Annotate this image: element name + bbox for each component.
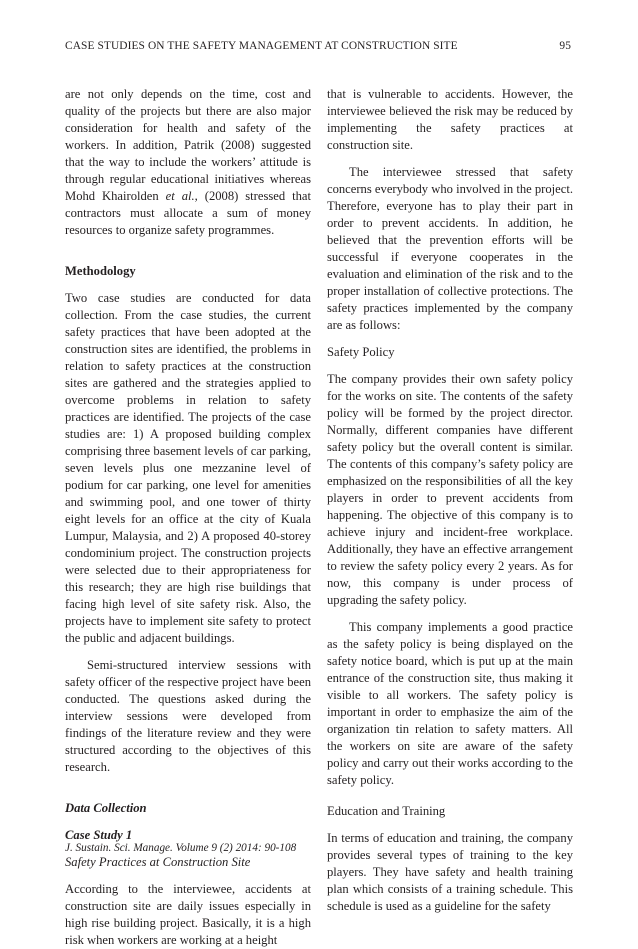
methodology-paragraph-2: Semi-structured interview sessions with safety officer of the respective project have been conducted. The questions asked during the interview sessions were developed from findings of the literature review and they were structured according to the objectives of this research.	[65, 658, 311, 774]
left-column	[65, 86, 311, 949]
intro-paragraph: are not only depends on the time, cost and quality of the projects but there are also major consideration for health and safety of the workers. In addition, Patrik (2008) suggested that the way to include the workers’ attitude is through regular educational initiatives whereas Mohd Khairolden et al., (2008) stressed that contractors must allocate a sum of money resources to organize safety programmes.	[65, 87, 311, 237]
interviewee-paragraph: The interviewee stressed that safety concerns everybody who involved in the project. Therefore, everyone has to play their part in order to prevent accidents. In addition, he believed that the prevention efforts will be successful if everyone cooperates in the evaluation and elimination of the risk and to the proper installation of collective protections. The safety practices implemented by the company are as follows:	[327, 165, 573, 332]
page-number: 95	[559, 40, 571, 52]
safety-policy-heading: Safety Policy	[327, 345, 395, 359]
methodology-paragraph-1: Two case studies are conducted for data collection. From the case studies, the current safety practices that have been adopted at the construction sites are identified, the problems in relation to safety practices at the construction sites are gathered and the strategies applied to overcome problems in relation to safety practices are identified. The projects of the case studies are: 1) A proposed building complex comprising three basement levels of car parking, seven levels plus one mezzanine level of podium for car parking, one level for amenities and swimming pool, and one tower of thirty eight levels for an office at the city of Kuala Lumpur, Malaysia, and 2) A proposed 40-storey condominium project. The construction projects were selected due to their appropriateness for this research; they are high rise buildings that facing high level of site safety risk. Also, the projects have to implement site safety to protect the public and adjacent buildings.	[65, 291, 311, 645]
safety-practices-subheading: Safety Practices at Construction Site	[65, 855, 251, 869]
running-header	[65, 40, 571, 52]
continuation-paragraph: that is vulnerable to accidents. However, the interviewee believed the risk may be reduced by implementing the safety practices at construction site.	[327, 87, 573, 152]
safety-policy-paragraph-1: The company provides their own safety policy for the works on site. The contents of the safety policy will be formed by the project director. Normally, different companies have different safety policy but the overall content is similar. The contents of this company’s safety policy are emphasized on the responsibilities of all the key players in order to prevent accidents from happening. The objective of this company is to achieve injury and incident-free workplace. Additionally, they have an effective arrangement to review the safety policy every 2 years. As for now, this company is under process of upgrading the safety policy.	[327, 372, 573, 607]
data-collection-heading: Data Collection	[65, 801, 147, 815]
education-training-heading: Education and Training	[327, 804, 446, 818]
case-study-paragraph: According to the interviewee, accidents at construction site are daily issues especially in high rise building project. Basically, it is a high risk when workers are working at a height	[65, 882, 311, 947]
journal-citation-footer: J. Sustain. Sci. Manage. Volume 9 (2) 2014: 90-108	[65, 842, 297, 854]
running-title: CASE STUDIES ON THE SAFETY MANAGEMENT AT CONSTRUCTION SITE	[65, 40, 458, 52]
case-study-heading: Case Study 1	[65, 828, 133, 842]
et-al-italic: et al.,	[165, 189, 198, 203]
right-column	[327, 86, 573, 915]
methodology-heading: Methodology	[65, 264, 136, 278]
education-training-paragraph: In terms of education and training, the company provides several types of training to the key players. They have safety and health training plan which consists of a training schedule. This schedule is used as a guideline for the safety	[327, 831, 573, 913]
safety-policy-paragraph-2: This company implements a good practice as the safety policy is being displayed on the safety notice board, which is put up at the main entrance of the construction site, thus making it visible to all workers. The safety policy is important in order to emphasize the aim of the organization tin relation to safety matters. All the workers on site are aware of the safety policy and carry out their works according to the safety policy.	[327, 620, 573, 787]
